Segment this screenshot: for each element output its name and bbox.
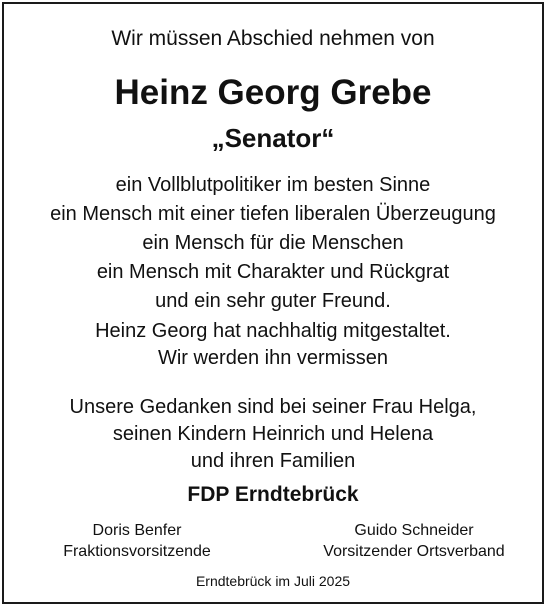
- thoughts-line: Unsere Gedanken sind bei seiner Frau Helga,: [69, 396, 477, 418]
- signatory-left: [52, 520, 222, 562]
- legacy-block: [4, 318, 542, 372]
- signatory-name: Guido Schneider: [354, 522, 474, 539]
- tribute-block: [4, 171, 542, 316]
- obituary-notice: [2, 2, 544, 604]
- tribute-line: ein Mensch für die Menschen: [142, 232, 404, 254]
- signatory-name: Doris Benfer: [92, 522, 182, 539]
- intro-text: Wir müssen Abschied nehmen von: [111, 27, 435, 50]
- tribute-line: ein Vollblutpolitiker im besten Sinne: [115, 174, 431, 196]
- organization-name: FDP Erndtebrück: [187, 483, 359, 506]
- thoughts-line: und ihren Familien: [190, 450, 356, 472]
- signatory-right: [314, 520, 514, 562]
- deceased-nickname: „Senator“: [211, 123, 335, 153]
- place-date: Erndtebrück im Juli 2025: [195, 573, 351, 589]
- tribute-line: und ein sehr guter Freund.: [155, 290, 391, 312]
- legacy-line: Heinz Georg hat nachhaltig mitgestaltet.: [95, 320, 451, 342]
- signatory-role: Fraktionsvorsitzende: [63, 543, 211, 560]
- signatory-role: Vorsitzender Ortsverband: [323, 543, 505, 560]
- tribute-line: ein Mensch mit einer tiefen liberalen Überzeugung: [50, 203, 496, 225]
- legacy-line: Wir werden ihn vermissen: [157, 347, 389, 369]
- thoughts-block: [4, 394, 542, 475]
- thoughts-line: seinen Kindern Heinrich und Helena: [112, 423, 434, 445]
- deceased-name: Heinz Georg Grebe: [114, 73, 432, 112]
- tribute-line: ein Mensch mit Charakter und Rückgrat: [96, 261, 450, 283]
